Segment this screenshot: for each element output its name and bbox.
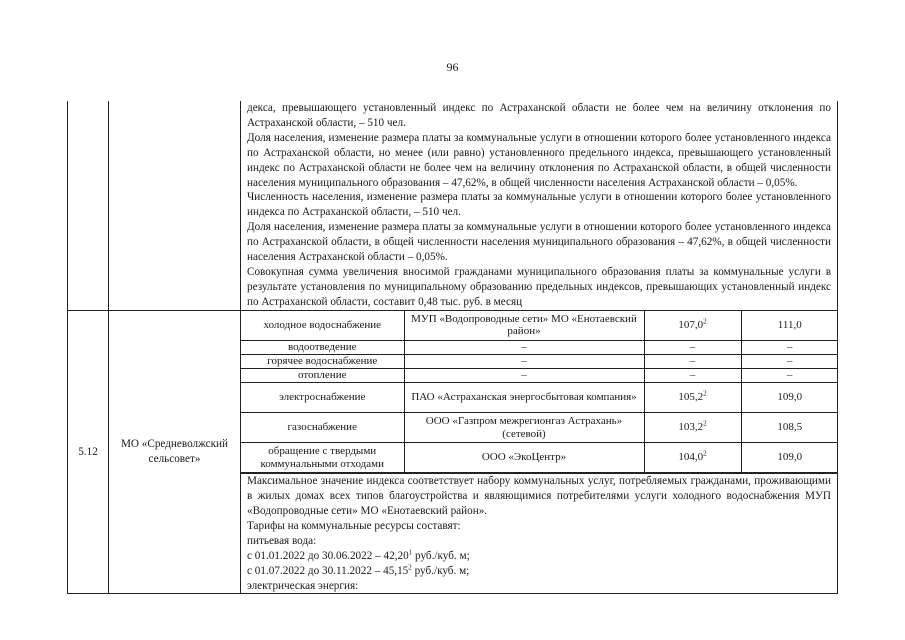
water-tariff-2 [247, 564, 831, 579]
continuation-paragraph: декса, превышающего установленный индекс по Астраханской области не более чем на величину отклонения по Астраханской области, – 510 чел. [247, 102, 831, 129]
service-provider: – [404, 341, 644, 355]
service-name: отопление [241, 369, 404, 383]
service-limit: 109,0 [741, 443, 838, 473]
max-index-note: Максимальное значение индекса соответствует набору коммунальных услуг, потребляемых гражданами, проживающими в жилых домах всех типов благоустройства и являющимися потребителями услуги холодного водоснабжения МУП «Водопроводные сети» МО «Енотаевский район». [247, 475, 831, 517]
service-index [644, 413, 741, 443]
service-provider: ООО «Газпром межрегионгаз Астрахань» (сетевой) [404, 413, 644, 443]
continuation-paragraph: Численность населения, изменение размера платы за коммунальные услуги в отношении которого более установленного индекса по Астраханской области, – 510 чел. [247, 191, 831, 219]
service-row [241, 443, 838, 473]
water-tariff-1 [247, 549, 831, 564]
empty-number-cell [68, 101, 109, 310]
service-name: газоснабжение [241, 413, 404, 443]
continuation-cell [241, 101, 838, 310]
service-row [241, 369, 838, 383]
notes-cell [241, 474, 838, 594]
service-limit: – [741, 369, 838, 383]
tariffs-intro: Тарифы на коммунальные ресурсы составят: [247, 519, 461, 532]
service-index-note: 2 [703, 449, 707, 458]
service-name: водоотведение [241, 341, 404, 355]
page-number: 96 [446, 60, 459, 74]
service-name: холодное водоснабжение [241, 311, 404, 341]
service-index [644, 341, 741, 355]
service-name: горячее водоснабжение [241, 355, 404, 369]
municipality-row [68, 310, 838, 474]
continuation-paragraph: Совокупная сумма увеличения вносимой гражданами муниципального образования платы за коммунальные услуги в результате установления по муниципальному образованию предельных индексов, превышающих установленный индекс по Астраханской области, составит 0,48 тыс. руб. в месяц [247, 265, 831, 308]
service-index-note: 2 [703, 317, 707, 326]
water-tariff-1-text: с 01.01.2022 до 30.06.2022 – 42,20 [247, 549, 409, 562]
service-limit: – [741, 355, 838, 369]
water-tariff-2-text: с 01.07.2022 до 30.11.2022 – 45,15 [247, 564, 409, 577]
services-cell [241, 310, 838, 474]
service-index-note: 2 [703, 419, 707, 428]
row-number: 5.12 [68, 310, 109, 594]
notes-text [241, 474, 837, 593]
service-index-note: 2 [703, 389, 707, 398]
continuation-row [68, 101, 838, 310]
service-index-value: 105,2 [678, 391, 704, 404]
service-row [241, 383, 838, 413]
service-limit: 109,0 [741, 383, 838, 413]
service-limit: – [741, 341, 838, 355]
service-limit: 111,0 [741, 311, 838, 341]
tariff-table [67, 101, 838, 594]
service-row [241, 355, 838, 369]
service-index-value: 104,0 [678, 451, 704, 464]
continuation-paragraph: Доля населения, изменение размера платы за коммунальные услуги в отношении которого более установленного индекса по Астраханской области, в общей численности населения муниципального образования – 47,62%, в общей численности населения Астраханской области – 0,05%. [247, 221, 831, 264]
service-row [241, 413, 838, 443]
service-provider: – [404, 369, 644, 383]
service-provider: ПАО «Астраханская энергосбытовая компания» [404, 383, 644, 413]
continuation-text [241, 101, 837, 310]
water-tariff-2-note: 2 [408, 562, 412, 571]
service-row [241, 311, 838, 341]
service-limit: 108,5 [741, 413, 838, 443]
service-index-value: – [689, 369, 696, 382]
service-provider: – [404, 355, 644, 369]
service-index-value: – [689, 341, 696, 354]
electric-heading: электрическая энергия: [247, 579, 359, 592]
service-index-value: 103,2 [678, 421, 704, 434]
service-index-value: – [689, 355, 696, 368]
water-tariff-1-unit: руб./куб. м; [412, 549, 470, 562]
water-tariff-2-unit: руб./куб. м; [411, 564, 470, 577]
service-name: электроснабжение [241, 383, 404, 413]
service-row [241, 341, 838, 355]
services-table [241, 311, 838, 474]
service-provider: ООО «ЭкоЦентр» [404, 443, 644, 473]
water-heading: питьевая вода: [247, 534, 317, 547]
municipality-name: МО «Средневолжский сельсовет» [109, 310, 241, 594]
service-index [644, 311, 741, 341]
service-provider: МУП «Водопроводные сети» МО «Енотаевский район» [404, 311, 644, 341]
water-tariff-1-note: 1 [408, 547, 413, 556]
service-index [644, 355, 741, 369]
service-index [644, 369, 741, 383]
service-name: обращение с твердыми коммунальными отходами [241, 443, 404, 473]
service-index [644, 443, 741, 473]
service-index [644, 383, 741, 413]
service-index-value: 107,0 [678, 319, 704, 332]
continuation-paragraph: Доля населения, изменение размера платы за коммунальные услуги в отношении которого более установленного индекса по Астраханской области, но менее (или равно) установленного предельного индекса, превышающего установленный индекс по Астраханской области не более чем на величину отклонения по Астраханской области, в общей численности населения муниципального образования – 47,62%, в общей численности населения Астраханской области – 0,05%. [247, 131, 831, 189]
empty-name-cell [109, 101, 241, 310]
